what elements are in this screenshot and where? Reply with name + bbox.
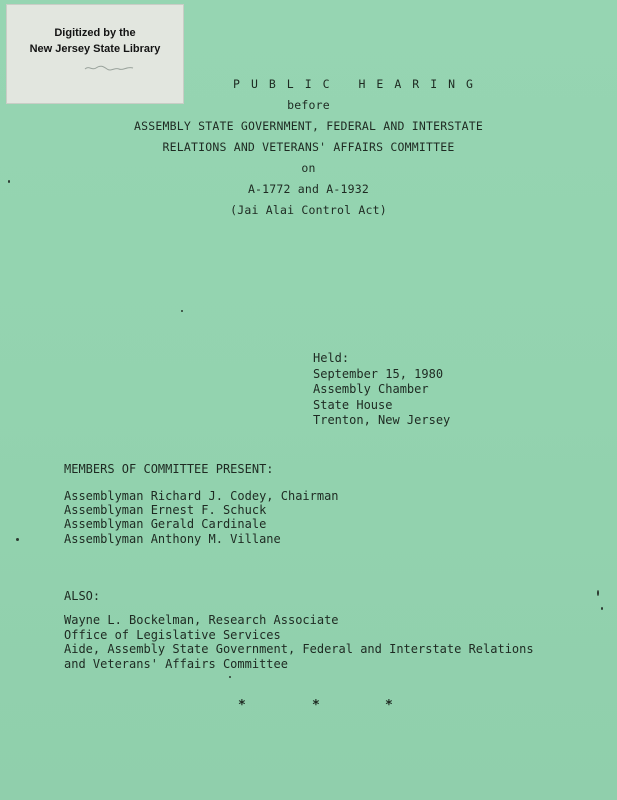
also-heading: ALSO: (64, 589, 101, 603)
held-date: September 15, 1980 (313, 366, 444, 381)
held-block (313, 351, 450, 429)
stamp-line-2: New Jersey State Library (29, 43, 161, 55)
held-city: Trenton, New Jersey (313, 413, 451, 427)
list-item: Aide, Assembly State Government, Federal and Interstate Relations (64, 642, 534, 656)
list-item: Wayne L. Bockelman, Research Associate (64, 613, 339, 627)
list-item: Office of Legislative Services (64, 627, 281, 642)
list-item: Assemblyman Gerald Cardinale (64, 517, 267, 532)
paper-speck (597, 590, 599, 596)
paper-speck (8, 180, 10, 183)
title-public-hearing: PUBLIC HEARING (233, 77, 484, 91)
title-before: before (287, 98, 330, 112)
title-committee-line-1: ASSEMBLY STATE GOVERNMENT, FEDERAL AND INTERSTATE (133, 119, 484, 133)
separator-star: * (385, 698, 393, 713)
hearing-title-block (0, 74, 617, 221)
list-item: and Veterans' Affairs Committee (64, 656, 288, 671)
separator-star: * (238, 698, 246, 713)
title-on: on (301, 161, 316, 175)
stamp-line-1: Digitized by the (54, 27, 136, 39)
held-building: State House (313, 397, 393, 412)
title-committee-line-2: RELATIONS AND VETERANS' AFFAIRS COMMITTEE (162, 140, 455, 154)
title-act-name: (Jai Alai Control Act) (230, 203, 387, 217)
handwriting-mark-icon (83, 63, 137, 73)
also-list (64, 613, 534, 671)
paper-speck (601, 607, 603, 610)
held-place: Assembly Chamber (313, 382, 429, 396)
paper-speck (229, 676, 231, 678)
members-list (64, 489, 339, 546)
paper-speck (181, 310, 183, 312)
held-label: Held: (313, 351, 350, 365)
list-item: Assemblyman Anthony M. Villane (64, 531, 281, 546)
members-heading: MEMBERS OF COMMITTEE PRESENT: (64, 462, 274, 476)
separator-star: * (312, 698, 320, 713)
title-bills: A-1772 and A-1932 (247, 182, 370, 196)
list-item: Assemblyman Ernest F. Schuck (64, 503, 267, 518)
paper-speck (16, 538, 19, 541)
list-item: Assemblyman Richard J. Codey, Chairman (64, 489, 339, 503)
